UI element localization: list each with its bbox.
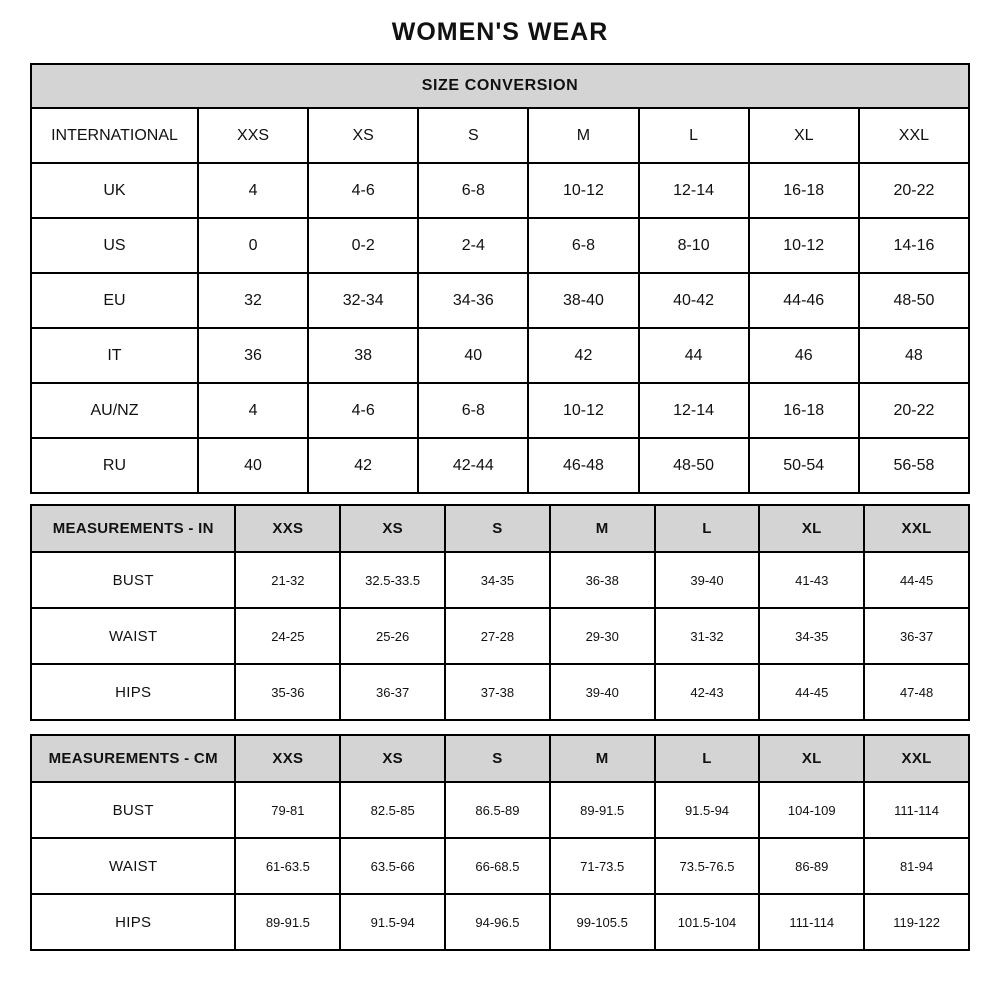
- cell-value: 34-35: [445, 552, 550, 608]
- size-column-header: XXS: [235, 505, 340, 552]
- row-label: HIPS: [31, 894, 235, 950]
- cell-value: 0: [198, 218, 308, 273]
- size-column-header: XXL: [859, 108, 969, 163]
- cell-value: 119-122: [864, 894, 969, 950]
- cell-value: 14-16: [859, 218, 969, 273]
- table-row: [31, 894, 969, 950]
- cell-value: 73.5-76.5: [655, 838, 760, 894]
- size-column-header: M: [550, 735, 655, 782]
- cell-value: 24-25: [235, 608, 340, 664]
- size-column-header: L: [655, 735, 760, 782]
- cell-value: 39-40: [550, 664, 655, 720]
- size-column-header: S: [445, 505, 550, 552]
- size-column-header: M: [528, 108, 638, 163]
- cell-value: 79-81: [235, 782, 340, 838]
- cell-value: 50-54: [749, 438, 859, 493]
- row-label: AU/NZ: [31, 383, 198, 438]
- cell-value: 36-37: [864, 608, 969, 664]
- size-column-header: XL: [749, 108, 859, 163]
- size-column-header: L: [655, 505, 760, 552]
- row-label: BUST: [31, 552, 235, 608]
- table-row: [31, 838, 969, 894]
- cell-value: 46: [749, 328, 859, 383]
- cell-value: 91.5-94: [340, 894, 445, 950]
- cell-value: 34-35: [759, 608, 864, 664]
- cell-value: 31-32: [655, 608, 760, 664]
- size-conversion-table: [30, 63, 970, 494]
- cell-value: 61-63.5: [235, 838, 340, 894]
- size-column-header: S: [445, 735, 550, 782]
- cell-value: 44-45: [759, 664, 864, 720]
- cell-value: 66-68.5: [445, 838, 550, 894]
- cell-value: 48-50: [859, 273, 969, 328]
- page-title: WOMEN'S WEAR: [391, 18, 609, 46]
- cell-value: 6-8: [418, 383, 528, 438]
- measurements-in-label-header: MEASUREMENTS - IN: [31, 505, 235, 552]
- cell-value: 10-12: [749, 218, 859, 273]
- cell-value: 86-89: [759, 838, 864, 894]
- cell-value: 29-30: [550, 608, 655, 664]
- row-label: IT: [31, 328, 198, 383]
- size-conversion-banner: SIZE CONVERSION: [31, 64, 969, 108]
- size-column-header: XXS: [198, 108, 308, 163]
- cell-value: 111-114: [759, 894, 864, 950]
- table-row: [31, 218, 969, 273]
- cell-value: 47-48: [864, 664, 969, 720]
- measurements-cm-label-header: MEASUREMENTS - CM: [31, 735, 235, 782]
- table-row: [31, 383, 969, 438]
- cell-value: 104-109: [759, 782, 864, 838]
- table-row: [31, 438, 969, 493]
- cell-value: 27-28: [445, 608, 550, 664]
- measurements-in-table: [30, 504, 970, 721]
- cell-value: 42-43: [655, 664, 760, 720]
- size-column-header: XL: [759, 505, 864, 552]
- cell-value: 41-43: [759, 552, 864, 608]
- cell-value: 40: [198, 438, 308, 493]
- cell-value: 44-46: [749, 273, 859, 328]
- cell-value: 99-105.5: [550, 894, 655, 950]
- cell-value: 16-18: [749, 163, 859, 218]
- cell-value: 6-8: [528, 218, 638, 273]
- cell-value: 16-18: [749, 383, 859, 438]
- size-conversion-label-header: INTERNATIONAL: [31, 108, 198, 163]
- cell-value: 101.5-104: [655, 894, 760, 950]
- cell-value: 4: [198, 163, 308, 218]
- cell-value: 81-94: [864, 838, 969, 894]
- cell-value: 4-6: [308, 383, 418, 438]
- cell-value: 56-58: [859, 438, 969, 493]
- cell-value: 0-2: [308, 218, 418, 273]
- size-column-header: XS: [340, 505, 445, 552]
- cell-value: 40: [418, 328, 528, 383]
- size-column-header: S: [418, 108, 528, 163]
- cell-value: 35-36: [235, 664, 340, 720]
- cell-value: 32.5-33.5: [340, 552, 445, 608]
- cell-value: 42-44: [418, 438, 528, 493]
- row-label: EU: [31, 273, 198, 328]
- cell-value: 36: [198, 328, 308, 383]
- cell-value: 63.5-66: [340, 838, 445, 894]
- cell-value: 71-73.5: [550, 838, 655, 894]
- cell-value: 42: [528, 328, 638, 383]
- cell-value: 91.5-94: [655, 782, 760, 838]
- cell-value: 111-114: [864, 782, 969, 838]
- cell-value: 10-12: [528, 163, 638, 218]
- measurements-cm-table: [30, 734, 970, 951]
- cell-value: 38: [308, 328, 418, 383]
- cell-value: 8-10: [639, 218, 749, 273]
- cell-value: 36-37: [340, 664, 445, 720]
- table-row: [31, 782, 969, 838]
- cell-value: 39-40: [655, 552, 760, 608]
- cell-value: 86.5-89: [445, 782, 550, 838]
- cell-value: 82.5-85: [340, 782, 445, 838]
- cell-value: 2-4: [418, 218, 528, 273]
- cell-value: 48: [859, 328, 969, 383]
- cell-value: 94-96.5: [445, 894, 550, 950]
- cell-value: 36-38: [550, 552, 655, 608]
- size-column-header: XXL: [864, 735, 969, 782]
- cell-value: 46-48: [528, 438, 638, 493]
- table-row: [31, 163, 969, 218]
- row-label: BUST: [31, 782, 235, 838]
- cell-value: 12-14: [639, 163, 749, 218]
- cell-value: 4: [198, 383, 308, 438]
- cell-value: 89-91.5: [550, 782, 655, 838]
- row-label: HIPS: [31, 664, 235, 720]
- size-column-header: XL: [759, 735, 864, 782]
- cell-value: 20-22: [859, 163, 969, 218]
- cell-value: 25-26: [340, 608, 445, 664]
- size-column-header: XS: [340, 735, 445, 782]
- cell-value: 6-8: [418, 163, 528, 218]
- cell-value: 4-6: [308, 163, 418, 218]
- table-row: [31, 664, 969, 720]
- cell-value: 10-12: [528, 383, 638, 438]
- cell-value: 21-32: [235, 552, 340, 608]
- table-row: [31, 552, 969, 608]
- cell-value: 12-14: [639, 383, 749, 438]
- size-column-header: XXL: [864, 505, 969, 552]
- row-label: WAIST: [31, 608, 235, 664]
- cell-value: 20-22: [859, 383, 969, 438]
- size-column-header: XXS: [235, 735, 340, 782]
- size-column-header: M: [550, 505, 655, 552]
- row-label: UK: [31, 163, 198, 218]
- table-row: [31, 608, 969, 664]
- cell-value: 32: [198, 273, 308, 328]
- row-label: RU: [31, 438, 198, 493]
- cell-value: 44-45: [864, 552, 969, 608]
- cell-value: 37-38: [445, 664, 550, 720]
- table-row: [31, 328, 969, 383]
- row-label: WAIST: [31, 838, 235, 894]
- size-column-header: XS: [308, 108, 418, 163]
- cell-value: 40-42: [639, 273, 749, 328]
- cell-value: 44: [639, 328, 749, 383]
- size-column-header: L: [639, 108, 749, 163]
- cell-value: 38-40: [528, 273, 638, 328]
- cell-value: 32-34: [308, 273, 418, 328]
- row-label: US: [31, 218, 198, 273]
- cell-value: 89-91.5: [235, 894, 340, 950]
- cell-value: 42: [308, 438, 418, 493]
- cell-value: 34-36: [418, 273, 528, 328]
- cell-value: 48-50: [639, 438, 749, 493]
- table-row: [31, 273, 969, 328]
